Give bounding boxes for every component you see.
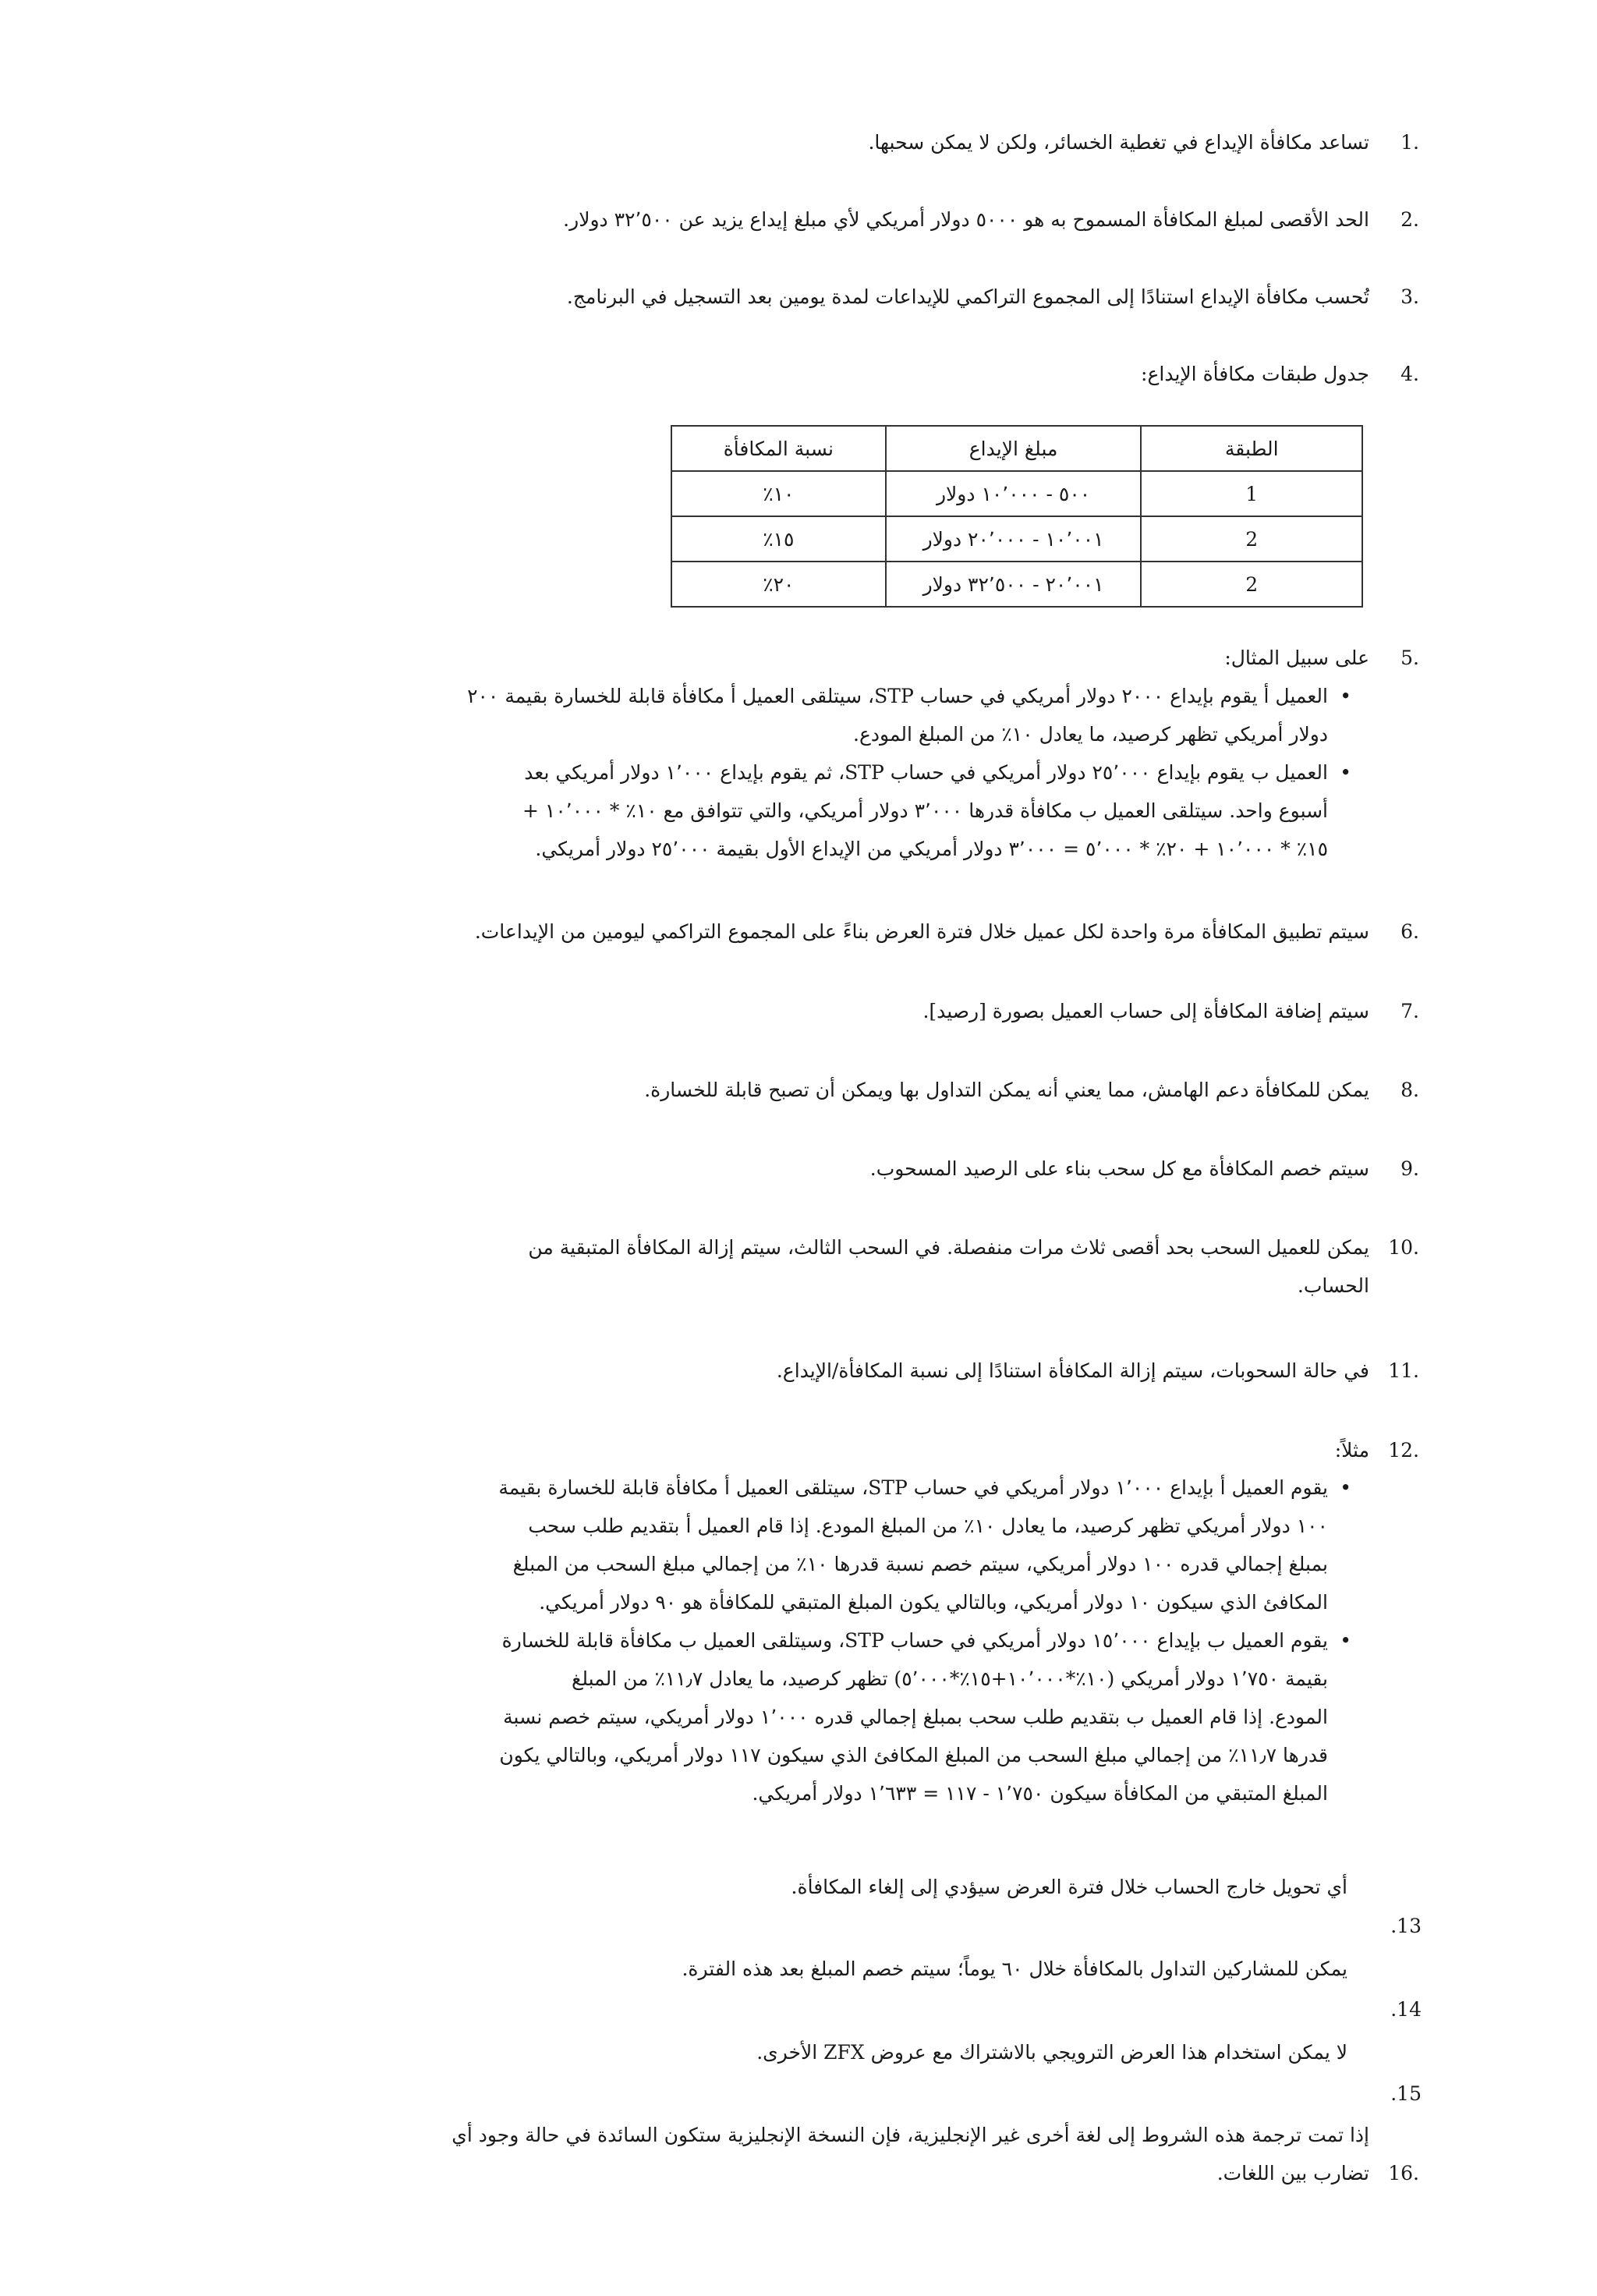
bullet-line: المودع. إذا قام العميل ب بتقديم طلب سحب بمبلغ إجمالي قدره ١٬٠٠٠ دولار أمريكي، سيتم خصم نسبة	[503, 1706, 1328, 1728]
item-15-text: لا يمكن استخدام هذا العرض الترويجي بالاشتراك مع عروض ZFX الأخرى.	[756, 2041, 1347, 2064]
item-2-text: الحد الأقصى لمبلغ المكافأة المسموح به هو ٥٠٠٠ دولار أمريكي لأي مبلغ إيداع يزيد عن ٣٢٬٥٠٠ دولار.	[563, 208, 1369, 231]
header-rate: نسبة المكافأة	[671, 426, 886, 471]
cell-tier: 2	[1141, 516, 1362, 562]
item-9-text: سيتم خصم المكافأة مع كل سحب بناء على الرصيد المسحوب.	[869, 1157, 1369, 1180]
item-13-text: أي تحويل خارج الحساب خلال فترة العرض سيؤدي إلى إلغاء المكافأة.	[791, 1876, 1347, 1898]
item-line: تضارب بين اللغات.	[1216, 2162, 1369, 2184]
cell-tier: 2	[1141, 562, 1362, 607]
table-header-row	[671, 426, 1362, 471]
item-4-text: جدول طبقات مكافأة الإيداع:	[1141, 363, 1369, 385]
bullet-line: قدرها ١١٫٧٪ من إجمالي مبلغ السحب من المبلغ المكافئ الذي سيكون ١١٧ دولار أمريكي، وبالتالي يكون	[499, 1744, 1328, 1766]
item-1-text: تساعد مكافأة الإيداع في تغطية الخسائر، ولكن لا يمكن سحبها.	[868, 131, 1369, 154]
bullet-line: • يقوم العميل أ بإيداع ١٬٠٠٠ دولار أمريكي في حساب STP، سيتلقى العميل أ مكافأة قابلة للخسارة بقيمة	[498, 1476, 1328, 1499]
bullet-line: بمبلغ إجمالي قدره ١٠٠ دولار أمريكي، سيتم خصم نسبة قدرها ١٠٪ من إجمالي مبلغ السحب من المبلغ	[512, 1553, 1328, 1575]
cell-amount: ٥٠٠ - ١٠٬٠٠٠ دولار	[886, 471, 1142, 516]
item-5-text: على سبيل المثال:	[1224, 647, 1369, 669]
item-line: الحساب.	[1297, 1274, 1369, 1297]
bullet-line: أسبوع واحد. سيتلقى العميل ب مكافأة قدرها ٣٬٠٠٠ دولار أمريكي، والتي تتوافق مع ١٠٪ * ١٠٬٠٠٠ +	[522, 799, 1328, 822]
example-bullet-a	[221, 1469, 1328, 1621]
table-row	[671, 562, 1362, 607]
bullet-line: ١٥٪ * ١٠٬٠٠٠ + ٢٠٪ * ٥٬٠٠٠ = ٣٬٠٠٠ دولار أمريكي من الإيداع الأول بقيمة ٢٥٬٠٠٠ دولار أمريكي.	[535, 838, 1328, 860]
bullet-line: بقيمة ١٬٧٥٠ دولار أمريكي (١٠٪*١٠٬٠٠٠+١٥٪*٥٬٠٠٠) تظهر كرصيد، ما يعادل ١١٫٧٪ من المبلغ	[572, 1667, 1328, 1690]
bullet-line: المبلغ المتبقي من المكافأة سيكون ١٬٧٥٠ - ١١٧ = ١٬٦٣٣ دولار أمريكي.	[752, 1782, 1328, 1805]
item-number: 16.	[1388, 2162, 1419, 2184]
table-row	[671, 516, 1362, 562]
bullet-line: • العميل أ يقوم بإيداع ٢٠٠٠ دولار أمريكي في حساب STP، سيتلقى العميل أ مكافأة قابلة للخسارة بقيمة ٢٠٠	[467, 685, 1328, 707]
item-14-text: يمكن للمشاركين التداول بالمكافأة خلال ٦٠ يوماً؛ سيتم خصم المبلغ بعد هذه الفترة.	[682, 1958, 1347, 1980]
item-number: .13	[1390, 1915, 1422, 1937]
bullet-line: • العميل ب يقوم بإيداع ٢٥٬٠٠٠ دولار أمريكي في حساب STP، ثم يقوم بإيداع ١٬٠٠٠ دولار أمريكي بعد	[524, 761, 1328, 784]
item-number: 8.	[1400, 1079, 1419, 1101]
item-7-text: سيتم إضافة المكافأة إلى حساب العميل بصورة [رصيد].	[922, 1000, 1369, 1022]
table-row	[671, 471, 1362, 516]
item-10-text	[200, 1228, 1369, 1305]
cell-amount: ٢٠٬٠٠١ - ٣٢٬٥٠٠ دولار	[886, 562, 1142, 607]
cell-rate: ٢٠٪	[671, 562, 886, 607]
item-16-text	[200, 2116, 1369, 2192]
header-amount: مبلغ الإيداع	[886, 426, 1142, 471]
cell-tier: 1	[1141, 471, 1362, 516]
item-3-text: تُحسب مكافأة الإيداع استنادًا إلى المجموع التراكمي للإيداعات لمدة يومين بعد التسجيل في البرنامج.	[566, 285, 1369, 308]
item-number: .15	[1390, 2082, 1422, 2105]
item-number: 12.	[1388, 1439, 1419, 1462]
header-tier: الطبقة	[1141, 426, 1362, 471]
item-number: 4.	[1400, 363, 1419, 385]
item-number: 6.	[1400, 920, 1419, 943]
item-11-text: في حالة السحوبات، سيتم إزالة المكافأة استنادًا إلى نسبة المكافأة/الإيداع.	[776, 1359, 1369, 1382]
item-number: .14	[1390, 1998, 1422, 2021]
cell-rate: ١٥٪	[671, 516, 886, 562]
example-bullet-a	[221, 677, 1328, 753]
item-number: 3.	[1400, 285, 1419, 308]
item-number: 10.	[1388, 1236, 1419, 1259]
item-line: يمكن للعميل السحب بحد أقصى ثلاث مرات منفصلة. في السحب الثالث، سيتم إزالة المكافأة المتبقية من	[528, 1236, 1369, 1259]
item-number: 5.	[1400, 647, 1419, 669]
item-line: إذا تمت ترجمة هذه الشروط إلى لغة أخرى غير الإنجليزية، فإن النسخة الإنجليزية ستكون السائدة في حالة وجود أي	[451, 2124, 1369, 2146]
bullet-line: ١٠٠ دولار أمريكي تظهر كرصيد، ما يعادل ١٠٪ من المبلغ المودع. إذا قام العميل أ بتقديم طلب سحب	[528, 1515, 1328, 1537]
item-number: 2.	[1400, 208, 1419, 231]
example-bullet-b	[221, 753, 1328, 868]
item-number: 11.	[1388, 1359, 1419, 1382]
item-6-text: سيتم تطبيق المكافأة مرة واحدة لكل عميل خلال فترة العرض بناءً على المجموع التراكمي ليومين من الإيداعات.	[474, 920, 1369, 943]
bullet-line: • يقوم العميل ب بإيداع ١٥٬٠٠٠ دولار أمريكي في حساب STP، وسيتلقى العميل ب مكافأة قابلة للخسارة	[501, 1629, 1328, 1652]
item-number: 7.	[1400, 1000, 1419, 1022]
bullet-line: دولار أمريكي تظهر كرصيد، ما يعادل ١٠٪ من المبلغ المودع.	[853, 723, 1328, 746]
item-12-text: مثلاً:	[1334, 1439, 1369, 1462]
item-number: 9.	[1400, 1157, 1419, 1180]
bullet-line: المكافئ الذي سيكون ١٠ دولار أمريكي، وبالتالي يكون المبلغ المتبقي للمكافأة هو ٩٠ دولار أمريكي.	[539, 1591, 1328, 1614]
bonus-tier-table	[671, 425, 1363, 608]
cell-amount: ١٠٬٠٠١ - ٢٠٬٠٠٠ دولار	[886, 516, 1142, 562]
item-8-text: يمكن للمكافأة دعم الهامش، مما يعني أنه يمكن التداول بها ويمكن أن تصبح قابلة للخسارة.	[644, 1079, 1369, 1101]
cell-rate: ١٠٪	[671, 471, 886, 516]
item-number: 1.	[1400, 131, 1419, 154]
example-bullet-b	[221, 1621, 1328, 1812]
